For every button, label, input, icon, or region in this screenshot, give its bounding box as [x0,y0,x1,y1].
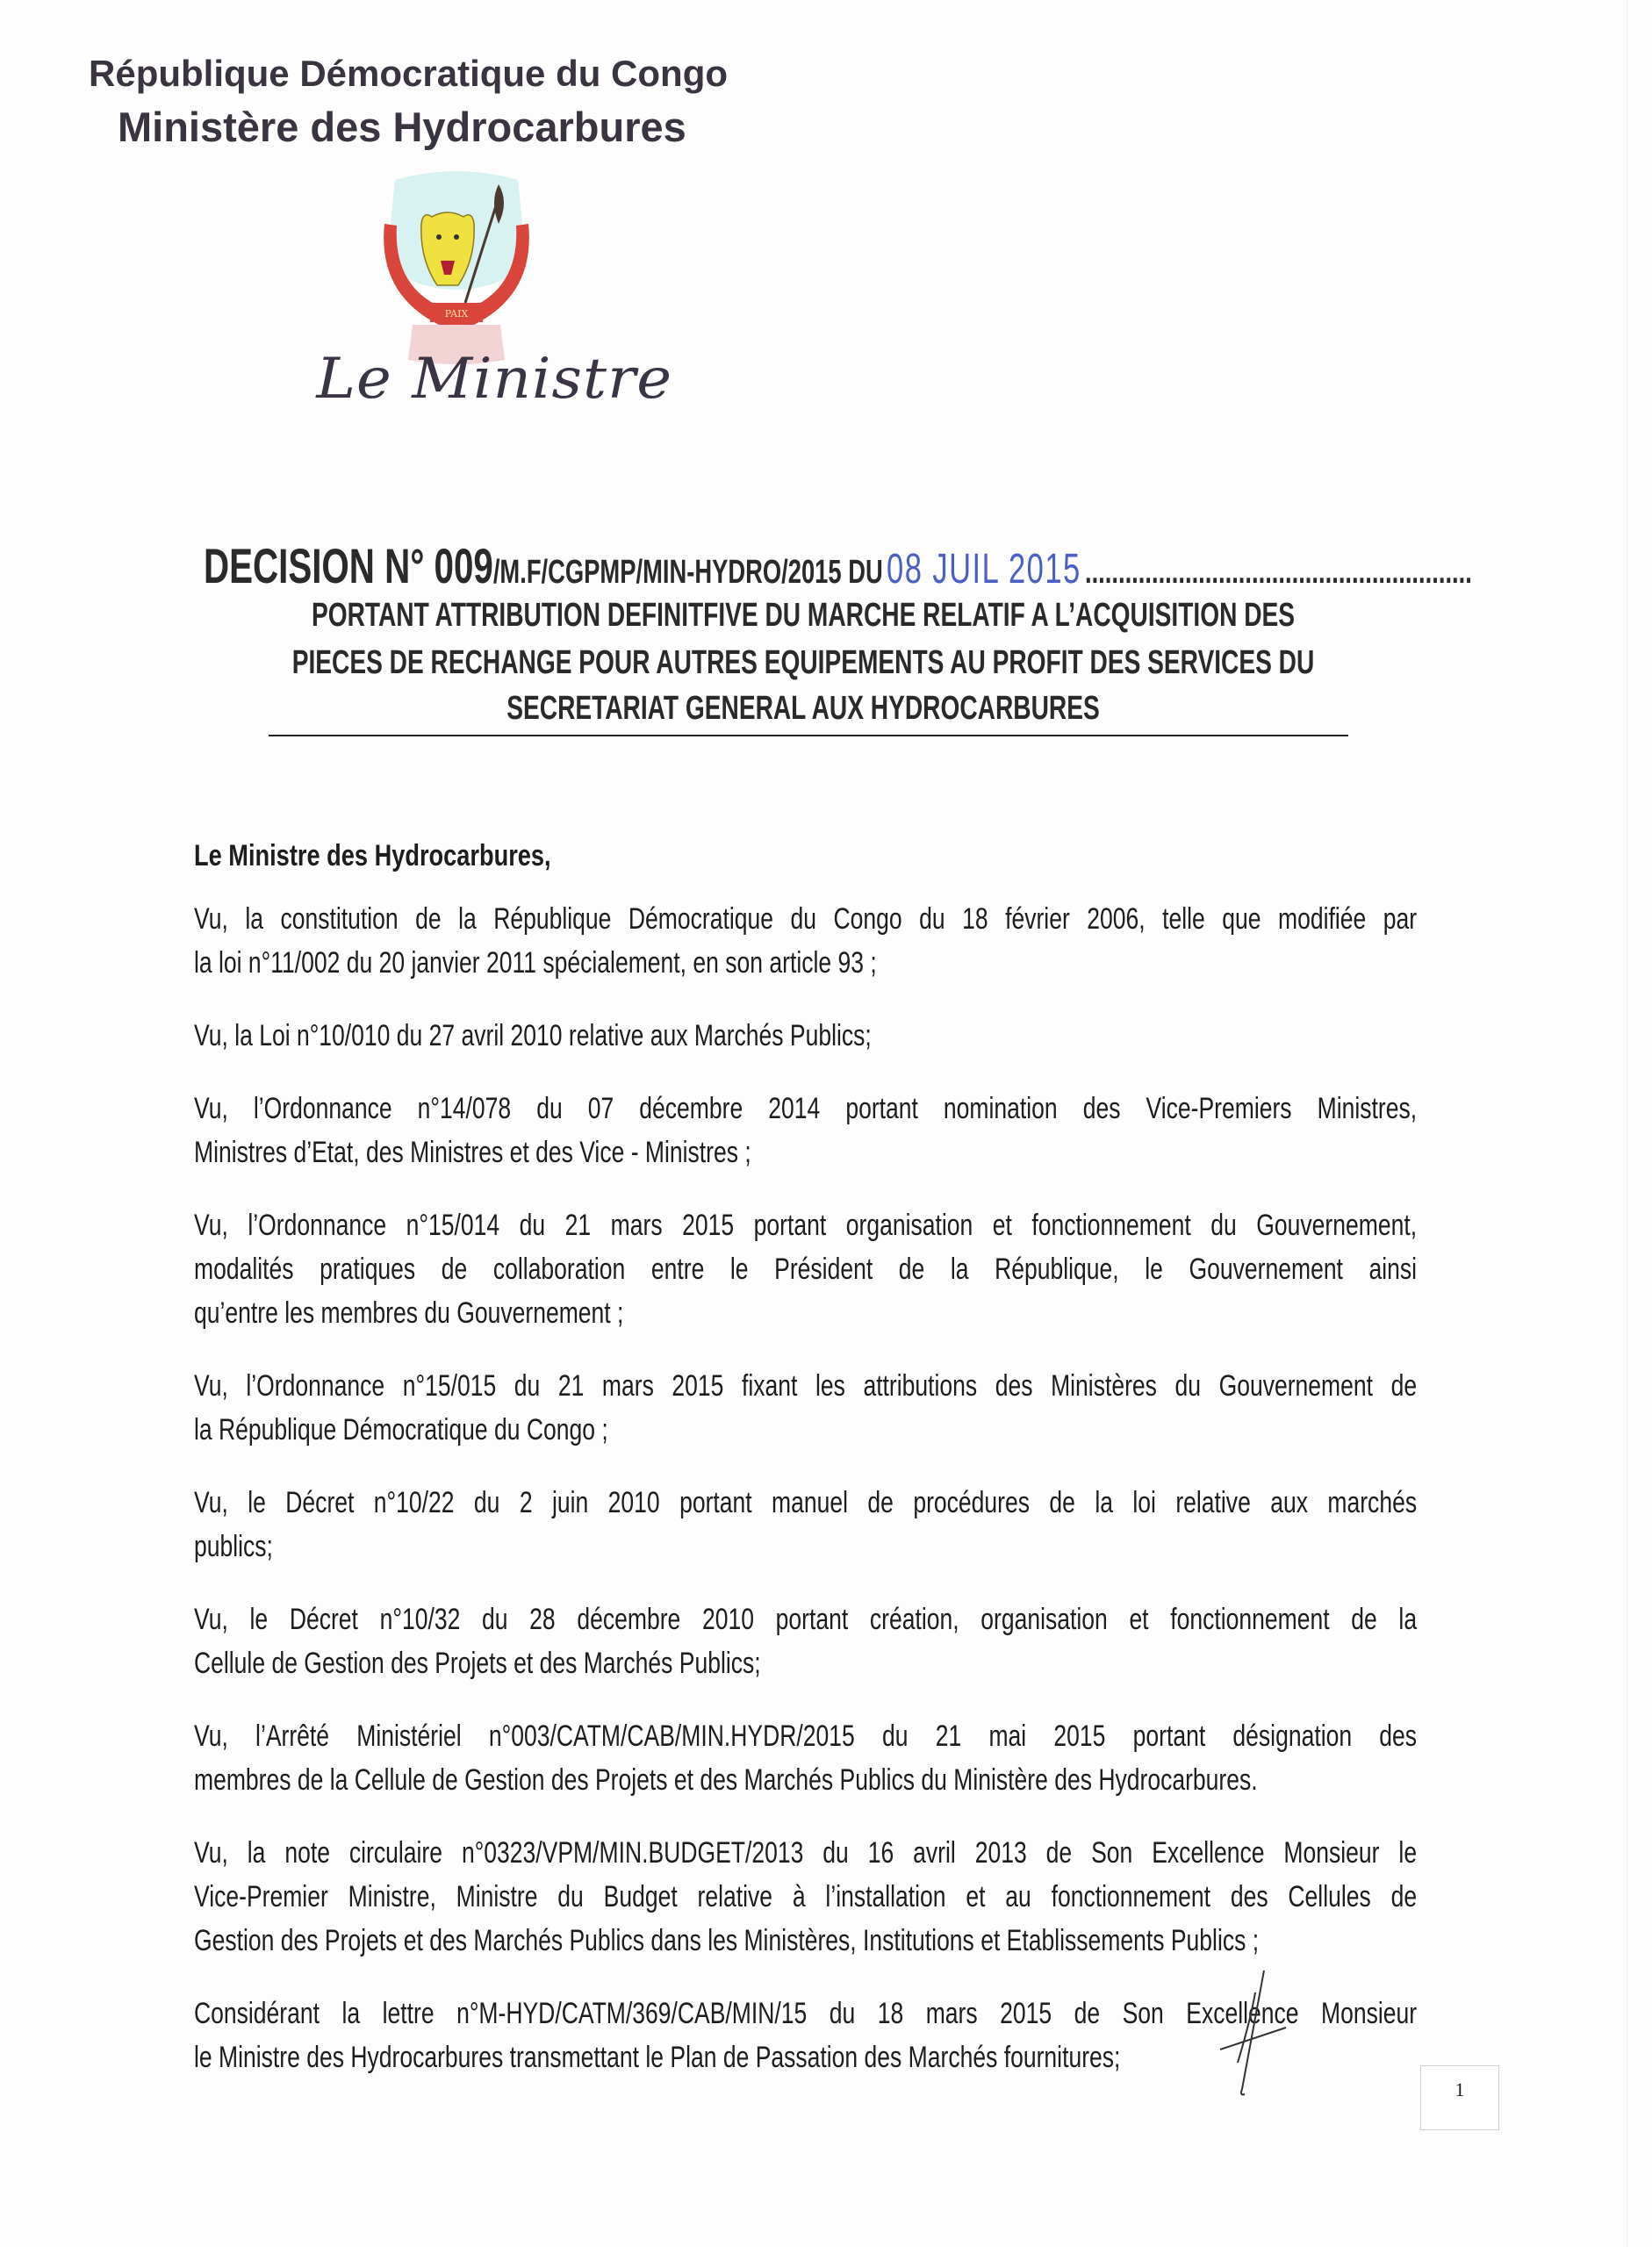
recital-paragraph [194,897,1652,985]
paragraph-line: Vice-Premier Ministre, Ministre du Budget relative à l’installation et au fonctionnement des Cellules de [194,1880,1418,1913]
decision-date-dots: .......................................................... [1084,554,1472,591]
recital-paragraph [194,1364,1652,1452]
paragraph-line: Ministres d’Etat, des Ministres et des Vice - Ministres ; [194,1136,751,1169]
signature-title: Le Ministre [316,347,673,412]
paragraph-line: publics; [194,1530,273,1563]
paragraph-line: le Ministre des Hydrocarbures transmettant le Plan de Passation des Marchés fournitures; [194,2041,1121,2074]
paragraph-line: Cellule de Gestion des Projets et des Marchés Publics; [194,1647,761,1680]
paragraph-line: Considérant la lettre n°M-HYD/CATM/369/CAB/MIN/15 du 18 mars 2015 de Son Excellence Monsieur [194,1997,1418,2030]
recital-paragraph [194,1014,1652,1058]
paragraph-line: modalités pratiques de collaboration entre le Président de la République, le Gouvernement ainsi [194,1253,1418,1286]
title-line: PORTANT ATTRIBUTION DEFINITFIVE DU MARCHE RELATIF A L’ACQUISITION DES [311,597,1296,634]
paragraph-line: la loi n°11/002 du 20 janvier 2011 spécialement, en son article 93 ; [194,946,877,980]
paragraph-line: Vu, le Décret n°10/22 du 2 juin 2010 portant manuel de procédures de la loi relative aux marchés [194,1486,1418,1519]
page-number: 1 [1454,2078,1465,2100]
intro-heading: Le Ministre des Hydrocarbures, [194,839,551,872]
paragraph-line: Vu, la note circulaire n°0323/VPM/MIN.BUDGET/2013 du 16 avril 2013 de Son Excellence Monsieur le [194,1836,1418,1870]
header-ministry: Ministère des Hydrocarbures [118,104,686,150]
recital-paragraph [194,1203,1652,1335]
emblem-motto-text: PAIX [444,308,469,319]
paragraph-line: Vu, l’Ordonnance n°15/015 du 21 mars 2015 fixant les attributions des Ministères du Gouvernement de [194,1369,1418,1403]
title-line: SECRETARIAT GENERAL AUX HYDROCARBURES [506,690,1100,727]
paragraph-line: qu’entre les membres du Gouvernement ; [194,1296,624,1330]
paragraph-line: Gestion des Projets et des Marchés Publics dans les Ministères, Institutions et Etablissements Publics ; [194,1924,1260,1957]
paragraph-line: Vu, la Loi n°10/010 du 27 avril 2010 relative aux Marchés Publics; [194,1019,872,1052]
recital-paragraph [194,1087,1652,1174]
decision-number-line [204,537,1472,594]
date-stamp: 08 JUIL 2015 [887,546,1081,592]
page-number-box [1420,2065,1499,2130]
paragraph-line: Vu, la constitution de la République Démocratique du Congo du 18 février 2006, telle que modifiée par [194,902,1418,936]
title-underline [269,735,1348,736]
paragraph-line: Vu, l’Arrêté Ministériel n°003/CATM/CAB/MIN.HYDR/2015 du 21 mai 2015 portant désignation des [194,1719,1418,1753]
recital-paragraph [194,1597,1652,1685]
initials-signature [1203,1966,1299,2098]
paragraph-line: la République Démocratique du Congo ; [194,1413,608,1447]
paragraph-line: Vu, l’Ordonnance n°15/014 du 21 mars 2015 portant organisation et fonctionnement du Gouvernement, [194,1209,1418,1242]
header-country: République Démocratique du Congo [89,53,729,94]
recital-paragraph [194,1481,1652,1569]
recital-paragraph [194,1831,1652,1963]
decision-label: DECISION N° 009 [204,538,493,593]
decision-reference: /M.F/CGPMP/MIN-HYDRO/2015 DU [492,554,883,591]
document-body [194,834,1652,2108]
paragraph-line: membres de la Cellule de Gestion des Projets et des Marchés Publics du Ministère des Hydrocarbures. [194,1763,1258,1797]
paragraph-line: Vu, l’Ordonnance n°14/078 du 07 décembre 2014 portant nomination des Vice-Premiers Ministres, [194,1092,1418,1125]
title-line: PIECES DE RECHANGE POUR AUTRES EQUIPEMENTS AU PROFIT DES SERVICES DU [291,644,1315,681]
paragraph-line: Vu, le Décret n°10/32 du 28 décembre 2010 portant création, organisation et fonctionnement de la [194,1603,1418,1636]
recital-paragraph [194,1714,1652,1802]
coat-of-arms-emblem [360,162,553,364]
